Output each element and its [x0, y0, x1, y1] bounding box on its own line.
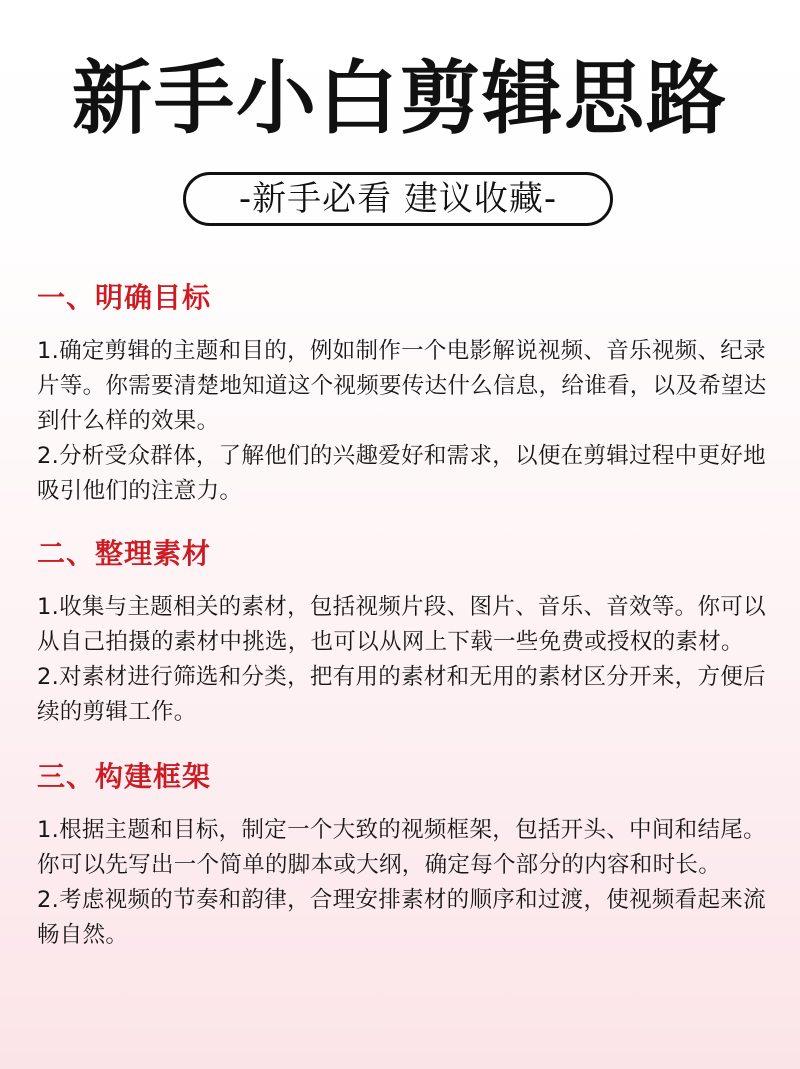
section-heading: 二、整理素材: [37, 537, 212, 570]
subtitle-badge: -新手必看 建议收藏-: [183, 172, 613, 226]
section-paragraph: 1.收集与主题相关的素材，包括视频片段、图片、音乐、音效等。你可以从自己拍摄的素材中挑选，也可以从网上下载一些免费或授权的素材。: [37, 594, 766, 655]
section-clear-goals: [37, 280, 767, 509]
section-paragraph: 2.对素材进行筛选和分类，把有用的素材和无用的素材区分开来，方便后续的剪辑工作。: [37, 664, 766, 725]
section-paragraph: 1.根据主题和目标，制定一个大致的视频框架，包括开头、中间和结尾。你可以先写出一个简单的脚本或大纲，确定每个部分的内容和时长。: [37, 817, 766, 878]
section-paragraph: 2.分析受众群体，了解他们的兴趣爱好和需求，以便在剪辑过程中更好地吸引他们的注意力。: [37, 443, 766, 504]
section-paragraph: 2.考虑视频的节奏和韵律，合理安排素材的顺序和过渡，使视频看起来流畅自然。: [37, 887, 766, 948]
section-build-framework: [37, 759, 767, 953]
section-body: [37, 334, 767, 509]
section-paragraph: 1.确定剪辑的主题和目的，例如制作一个电影解说视频、音乐视频、纪录片等。你需要清楚地知道这个视频要传达什么信息，给谁看，以及希望达到什么样的效果。: [37, 338, 767, 434]
section-body: [37, 813, 767, 953]
section-body: [37, 590, 767, 730]
section-heading: 一、明确目标: [37, 281, 212, 314]
section-organize-materials: [37, 536, 767, 730]
page-title: 新手小白剪辑思路: [72, 52, 728, 145]
section-heading: 三、构建框架: [37, 760, 212, 793]
